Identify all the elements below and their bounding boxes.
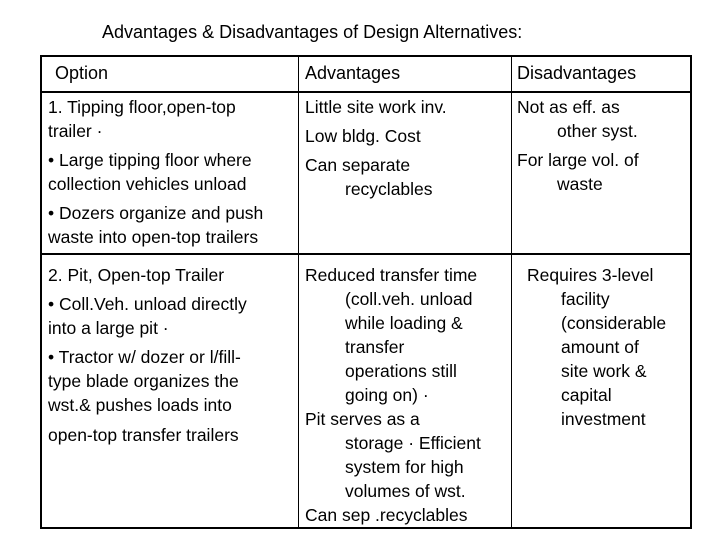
row1-adv-line: Can separate xyxy=(305,155,411,175)
row1-option-bullet: • Dozers organize and push xyxy=(48,203,264,223)
row2-adv-line: system for high xyxy=(345,457,464,477)
header-disadvantages: Disadvantages xyxy=(517,63,637,83)
row2-option-line: type blade organizes the xyxy=(48,371,239,391)
row1-adv-line: recyclables xyxy=(345,179,433,199)
row2-adv-line: going on) · xyxy=(345,385,429,405)
row1-disadvantages xyxy=(517,95,639,196)
row1-option-heading: 1. Tipping floor,open-top xyxy=(48,97,236,117)
row2-adv-line: volumes of wst. xyxy=(345,481,466,501)
row1-dis-line: other syst. xyxy=(557,121,638,141)
page-title: Advantages & Disadvantages of Design Alternatives: xyxy=(102,22,523,42)
row2-option-line: wst.& pushes loads into xyxy=(48,395,232,415)
header-divider xyxy=(42,91,690,93)
row1-adv-line: Little site work inv. xyxy=(305,97,447,117)
row2-option-bullet: • Tractor w/ dozer or l/fill- xyxy=(48,347,241,367)
row-divider xyxy=(42,253,690,255)
row2-disadvantages xyxy=(527,263,666,431)
row1-option-line: trailer · xyxy=(48,121,103,141)
row2-adv-line: storage · Efficient xyxy=(345,433,481,453)
row2-option-line: open-top transfer trailers xyxy=(48,425,239,445)
row2-option-heading: 2. Pit, Open-top Trailer xyxy=(48,265,225,285)
row2-adv-line: transfer xyxy=(345,337,405,357)
row2-dis-line: capital xyxy=(561,385,612,405)
row2-adv-line: while loading & xyxy=(345,313,463,333)
comparison-table xyxy=(40,55,692,529)
row2-option xyxy=(48,263,247,447)
row1-option-bullet: • Large tipping floor where xyxy=(48,150,252,170)
row2-dis-line: site work & xyxy=(561,361,647,381)
row1-adv-line: Low bldg. Cost xyxy=(305,126,421,146)
row2-advantages xyxy=(305,263,481,527)
row1-dis-line: Not as eff. as xyxy=(517,97,620,117)
row2-dis-line: Requires 3-level xyxy=(527,265,654,285)
row2-dis-line: facility xyxy=(561,289,610,309)
row2-adv-line: operations still xyxy=(345,361,457,381)
row1-dis-line: waste xyxy=(557,174,603,194)
row2-option-line: into a large pit · xyxy=(48,318,169,338)
row2-adv-line: Pit serves as a xyxy=(305,409,420,429)
row2-dis-line: amount of xyxy=(561,337,639,357)
row2-adv-line: (coll.veh. unload xyxy=(345,289,473,309)
row1-option-line: waste into open-top trailers xyxy=(48,227,259,247)
row1-advantages xyxy=(305,95,447,201)
column-divider xyxy=(511,57,512,527)
row2-dis-line: (considerable xyxy=(561,313,667,333)
row1-option-line: collection vehicles unload xyxy=(48,174,247,194)
header-option: Option xyxy=(55,63,109,83)
row2-adv-line: Reduced transfer time xyxy=(305,265,478,285)
column-divider xyxy=(298,57,299,527)
row2-option-bullet: • Coll.Veh. unload directly xyxy=(48,294,247,314)
row2-adv-line: Can sep .recyclables xyxy=(305,505,468,525)
header-advantages: Advantages xyxy=(305,63,401,83)
row1-dis-line: For large vol. of xyxy=(517,150,639,170)
row2-dis-line: investment xyxy=(561,409,646,429)
row1-option xyxy=(48,95,263,249)
